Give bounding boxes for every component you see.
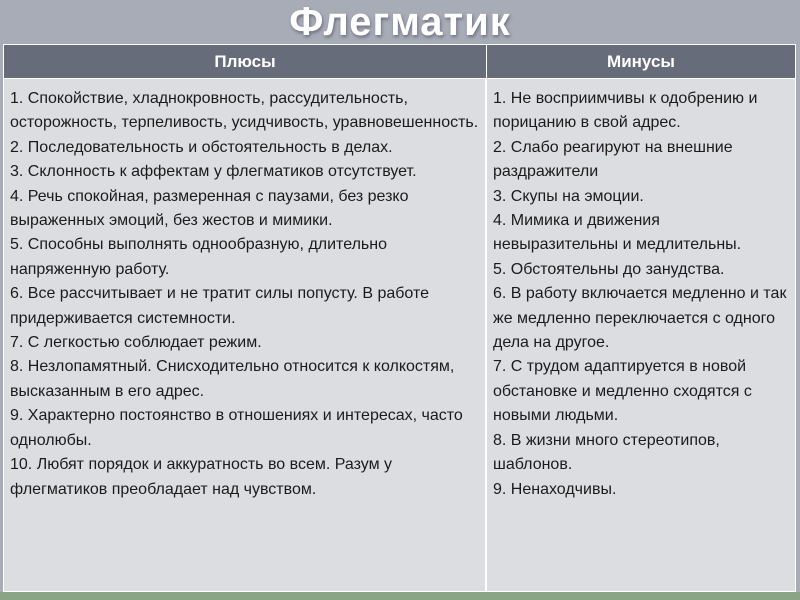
minus-item: 9. Ненаходчивы. bbox=[493, 480, 617, 498]
plus-item: 7. С легкостью соблюдает режим. bbox=[10, 334, 262, 352]
bottom-accent-bar bbox=[0, 592, 800, 600]
plus-item: 4. Речь спокойная, размеренная с паузами, без резко выраженных эмоций, без жестов и мимики. bbox=[10, 187, 409, 230]
minus-item: 6. В работу включается медленно и так же медленно переключается с одного дела на другое. bbox=[493, 285, 787, 352]
plus-item: 6. Все рассчитывает и не тратит силы попусту. В работе придерживается системности. bbox=[10, 285, 429, 327]
plus-item: 10. Любят порядок и аккуратность во всем. Разум у флегматиков преобладает над чувством. bbox=[10, 456, 393, 498]
table-header-row bbox=[4, 45, 795, 78]
header-plus: Плюсы bbox=[4, 45, 487, 78]
plus-item: 3. Склонность к аффектам у флегматиков отсутствует. bbox=[10, 163, 417, 181]
slide-title: Флегматик bbox=[289, 0, 511, 44]
plus-item: 8. Незлопамятный. Снисходительно относится к колкостям, высказанным в его адрес. bbox=[10, 358, 455, 400]
comparison-table bbox=[3, 44, 796, 592]
minus-item: 7. С трудом адаптируется в новой обстановке и медленно сходятся с новыми людьми. bbox=[493, 358, 752, 425]
table-body-row bbox=[4, 78, 795, 591]
minus-item: 3. Скупы на эмоции. bbox=[493, 187, 644, 205]
minus-item: 8. В жизни много стереотипов, шаблонов. bbox=[493, 431, 720, 474]
plus-item: 2. Последовательность и обстоятельность в делах. bbox=[10, 138, 393, 156]
minus-item: 1. Не восприимчивы к одобрению и порицанию в свой адрес. bbox=[493, 90, 758, 132]
minus-item: 4. Мимика и движения невыразительны и медлительны. bbox=[493, 212, 742, 254]
minus-cell bbox=[487, 79, 795, 591]
plus-item: 9. Характерно постоянство в отношениях и интересах, часто однолюбы. bbox=[10, 407, 463, 449]
plus-item: 5. Способны выполнять однообразную, длительно напряженную работу. bbox=[10, 236, 387, 278]
minus-item: 2. Слабо реагируют на внешние раздражители bbox=[493, 138, 733, 181]
plus-cell bbox=[4, 79, 487, 591]
header-minus: Минусы bbox=[487, 45, 795, 78]
minus-item: 5. Обстоятельны до занудства. bbox=[493, 260, 725, 278]
plus-item: 1. Спокойствие, хладнокровность, рассудительность, осторожность, терпеливость, усидчивость, уравновешенность. bbox=[10, 90, 479, 132]
